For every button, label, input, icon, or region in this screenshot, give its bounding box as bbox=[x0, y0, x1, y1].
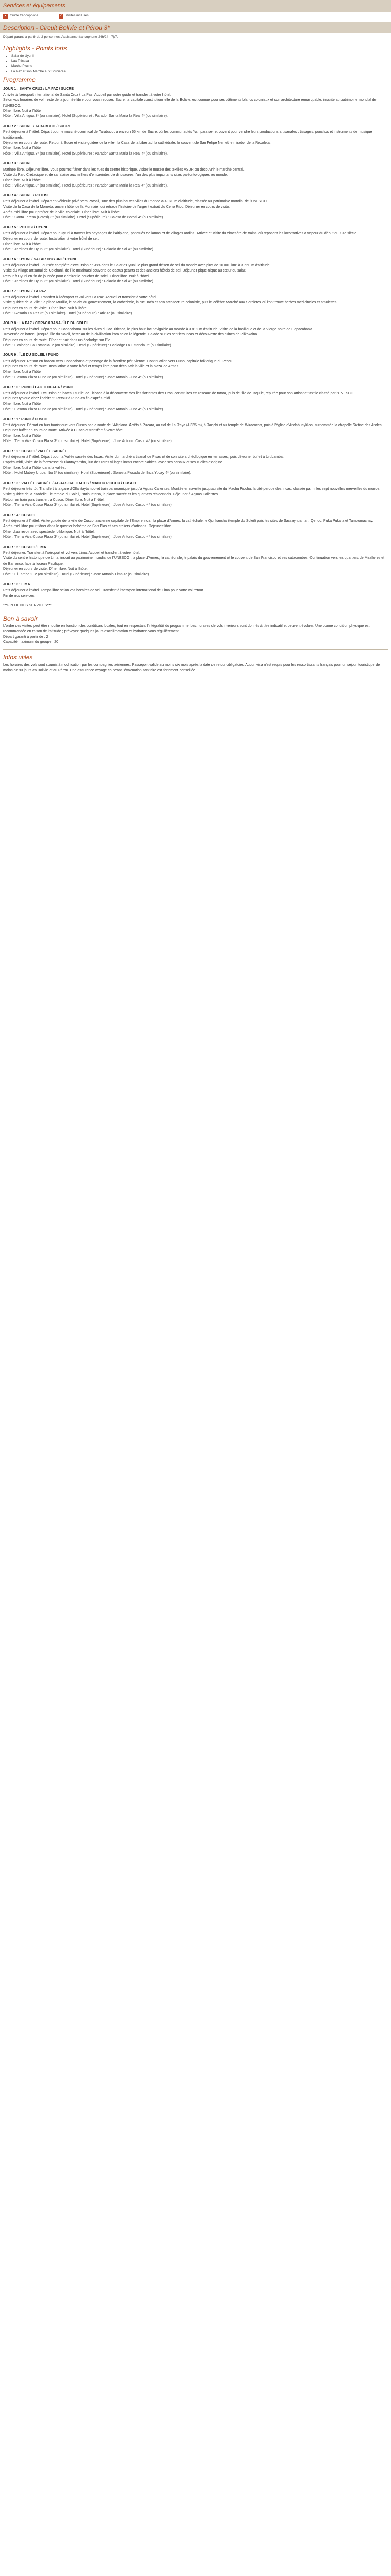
highlight-item: • Lac Titicaca bbox=[11, 59, 388, 64]
day-paragraph: Déjeuner en cours de route. Installation à votre hôtel de sel. bbox=[3, 237, 99, 241]
divider bbox=[3, 649, 388, 650]
day-title: JOUR 15 : CUSCO / LIMA bbox=[3, 545, 46, 549]
day-paragraph: Petit déjeuner à l'hôtel. Départ en véhicule privé vers Potosi, l'une des plus hautes villes du monde à 4 070 m d'altitude, classée au patrimoine mondial de l'UNESCO. bbox=[3, 199, 268, 204]
services-title: Services et équipements bbox=[3, 3, 66, 9]
day-title: JOUR 3 : SUCRE bbox=[3, 162, 32, 166]
program-day bbox=[0, 319, 391, 351]
day-hotel: Hôtel : Ecolodge La Estancia 3* (ou similaire). Hotel (Supérieure) : Ecolodge La Estancia 3* (ou similaire). bbox=[3, 344, 172, 348]
day-hotel: Hôtel : Casona Plaza Puno 3* (ou similaire). Hotel (Supérieure) : Jose Antonio Puno 4* (ou similaire). bbox=[3, 376, 165, 380]
day-title: JOUR 2 : SUCRE / TARABUCO / SUCRE bbox=[3, 124, 71, 128]
day-paragraph: Déjeuner en cours de route. Retour à Sucre et visite guidée de la ville : la Casa de la Libertad, la cathédrale, le couvent de San Felipe Neri et le mirador de la Recoleta. bbox=[3, 141, 271, 145]
day-paragraph: Petit déjeuner. Transfert à l'aéroport et vol vers Lima. Accueil et transfert à votre hôtel. bbox=[3, 551, 140, 555]
program-day bbox=[0, 351, 391, 383]
program-days bbox=[0, 85, 391, 602]
day-paragraph: Dîner libre. Nuit à l'hôtel. bbox=[3, 434, 43, 438]
day-paragraph: Visite du Parc Crétacique et de sa falaise aux milliers d'empreintes de dinosaures, l'un des plus importants sites paléontologiques au monde. bbox=[3, 173, 229, 177]
services-list bbox=[0, 12, 391, 20]
program-title: Programme bbox=[3, 76, 36, 84]
ticket-icon: ✓ bbox=[60, 14, 63, 18]
day-paragraph: Déjeuner buffet en cours de route. Arrivée à Cusco et transfert à votre hôtel. bbox=[3, 429, 125, 433]
program-end: ***FIN DE NOS SERVICES*** bbox=[3, 604, 52, 608]
day-hotel: Hôtel : Villa Antigua 3* (ou similaire). Hotel (Supérieure) : Parador Santa Maria la Real 4* (ou similaire). bbox=[3, 183, 168, 188]
day-hotel: Hôtel : Casona Plaza Puno 3* (ou similaire). Hotel (Supérieure) : Jose Antonio Puno 4* (ou similaire). bbox=[3, 408, 165, 412]
program-day bbox=[0, 192, 391, 224]
day-title: JOUR 14 : CUSCO bbox=[3, 513, 35, 517]
day-paragraph: Dîner libre. Nuit à l'hôtel. bbox=[3, 146, 43, 150]
program-day bbox=[0, 416, 391, 448]
day-paragraph: Petit déjeuner à l'hôtel. Départ pour Uyuni à travers les paysages de l'Altiplano, ponctués de lamas et de villages andins. Arrivée et visite du cimetière de trains, où reposent les locomotives à vapeur du début du XXe siècle. bbox=[3, 231, 358, 235]
day-paragraph: Retour en train puis transfert à Cusco. Dîner libre. Nuit à l'hôtel. bbox=[3, 498, 105, 502]
service-label: Visites incluses bbox=[66, 13, 89, 18]
day-paragraph: L'après-midi, visite de la forteresse d'Ollantaytambo, l'un des rares villages incas encore habités, avec ses canaux et ses ruelles d'origine. bbox=[3, 461, 223, 465]
day-paragraph: Dîner libre. Nuit à l'hôtel. bbox=[3, 402, 43, 406]
day-hotel: Hôtel : Hotel Mabey Urubamba 3* (ou similaire). Hotel (Supérieure) : Sonesta Posada del Inca Yucay 4* (ou similaire). bbox=[3, 471, 191, 476]
highlight-item: • La Paz et son Marché aux Sorcières bbox=[11, 69, 388, 74]
day-paragraph: Déjeuner en cours de visite. Dîner libre. Nuit à l'hôtel. bbox=[3, 567, 89, 571]
day-title: JOUR 8 : LA PAZ / COPACABANA / ÎLE DU SOLEIL bbox=[3, 321, 90, 326]
highlights-list bbox=[0, 54, 391, 74]
day-hotel: Hôtel : Jardines de Uyuni 3* (ou similaire). Hotel (Supérieure) : Palacio de Sal 4* (ou similaire). bbox=[3, 280, 154, 283]
day-paragraph: Déjeuner en cours de route. Dîner et nuit dans un écolodge sur l'île. bbox=[3, 338, 111, 342]
day-paragraph: Visite guidée de la citadelle : le temple du Soleil, l'Intihuatana, la place sacrée et les quartiers résidentiels. Déjeuner à Aguas Calientes. bbox=[3, 493, 219, 497]
day-paragraph: Petit déjeuner. Départ en bus touristique vers Cusco par la route de l'Altiplano. Arrêts à Pucara, au col de La Raya (4 335 m), à Raqchi et au temple de Wiracocha, puis à l'église d'Andahuaylillas, surnommée la chapelle Sixtine des Andes. bbox=[3, 423, 383, 427]
day-paragraph: Visite du village artisanal de Colchani, de l'île Incahuasi couverte de cactus géants et des anciens hôtels de sel. Déjeuner pique-nique au cœur du salar. bbox=[3, 269, 246, 273]
day-title: JOUR 11 : PUNO / CUSCO bbox=[3, 417, 48, 421]
day-hotel: Hôtel : Villa Antigua 3* (ou similaire). Hotel (Supérieure) : Parador Santa Maria la Real 4* (ou similaire). bbox=[3, 151, 168, 156]
day-paragraph: Fin de nos services. bbox=[3, 594, 36, 598]
day-paragraph: Petit déjeuner à l'hôtel. Visite guidée de la ville de Cusco, ancienne capitale de l'Empire inca : la place d'Armes, la cathédrale, le Qorikancha (temple du Soleil) puis les sites de Sacsayhuaman, Qenqo, Puka Pukara et Tambomachay. bbox=[3, 519, 373, 523]
program-day bbox=[0, 123, 391, 160]
capacity-text: Capacité maximum du groupe : 20 bbox=[3, 640, 58, 644]
day-paragraph: Retour à Uyuni en fin de journée pour admirer le coucher de soleil. Dîner libre. Nuit à l'hôtel. bbox=[3, 274, 150, 278]
program-day bbox=[0, 480, 391, 512]
highlights-title: Highlights - Points forts bbox=[3, 45, 67, 53]
day-paragraph: Dîner libre. Nuit à l'hôtel. bbox=[3, 370, 43, 374]
day-paragraph: Petit déjeuner très tôt. Transfert à la gare d'Ollantaytambo et train panoramique jusqu'à Aguas Calientes. Montée en navette jusqu'au site du Machu Picchu, la cité perdue des Incas, classée parmi les sept nouvelles merveilles du monde. bbox=[3, 487, 381, 491]
person-icon: ● bbox=[3, 14, 8, 19]
program-day bbox=[0, 85, 391, 122]
day-paragraph: Arrivée à l'aéroport international de Santa Cruz / La Paz. Accueil par votre guide et transfert à votre hôtel. bbox=[3, 93, 171, 97]
day-paragraph: Dîner libre. Nuit à l'hôtel dans la vallée. bbox=[3, 466, 66, 470]
description-title: Description - Circuit Bolivie et Pérou 3* bbox=[3, 24, 110, 31]
day-hotel: Hôtel : Villa Antigua 3* (ou similaire). Hotel (Supérieure) : Parador Santa Maria la Real 4* (ou similaire). bbox=[3, 114, 168, 118]
program-day bbox=[0, 224, 391, 256]
service-label: Guide francophone bbox=[10, 13, 39, 18]
day-hotel: Hôtel : Jardines de Uyuni 3* (ou similaire). Hotel (Supérieure) : Palacio de Sal 4* (ou similaire). bbox=[3, 247, 154, 251]
day-paragraph: Déjeuner typique chez l'habitant. Retour à Puno en fin d'après-midi. bbox=[3, 397, 111, 401]
day-hotel: Hôtel : Tierra Viva Cusco Plaza 3* (ou similaire). Hotel (Supérieure) : Jose Antonio Cusco 4* (ou similaire). bbox=[3, 535, 173, 539]
guarantee-text: Départ garanti à partir de : 2 bbox=[3, 635, 48, 639]
info-title: Infos utiles bbox=[3, 654, 33, 662]
day-paragraph: Déjeuner en cours de visite. Dîner libre. Nuit à l'hôtel. bbox=[3, 306, 89, 310]
highlight-item: • Salar de Uyuni bbox=[11, 54, 388, 59]
day-title: JOUR 13 : VALLÉE SACRÉE / AGUAS CALIENTES / MACHU PICCHU / CUSCO bbox=[3, 481, 136, 485]
service-guide bbox=[3, 13, 38, 19]
day-paragraph: Petit déjeuner. Retour en bateau vers Copacabana et passage de la frontière péruvienne. Continuation vers Puno, capitale folklorique du Pérou. bbox=[3, 359, 233, 363]
closing-text: L'ordre des visites peut être modifié en fonction des conditions locales, tout en respectant l'intégralité du programme. Les horaires de vols intérieurs sont donnés à titre indicatif et peuvent évoluer. Une bonne condition physique est recommandée en raison de l'altitude ; prévoyez quelques jours d'acclimatation et hydratez-vous régulièrement. bbox=[3, 624, 370, 634]
day-paragraph: Dîner libre. Nuit à l'hôtel. bbox=[3, 178, 43, 182]
day-paragraph: Petit déjeuner à l'hôtel. Excursion en bateau sur le lac Titicaca à la découverte des îles flottantes des Uros, construites en roseaux de totora, puis de l'île de Taquile, réputée pour son artisanat textile classé par l'UNESCO. bbox=[3, 391, 355, 395]
day-hotel: Hôtel : Rosario La Paz 3* (ou similaire). Hotel (Supérieure) : Atix 4* (ou similaire). bbox=[3, 312, 133, 316]
day-title: JOUR 10 : PUNO / LAC TITICACA / PUNO bbox=[3, 385, 74, 389]
day-title: JOUR 6 : UYUNI / SALAR D'UYUNI / UYUNI bbox=[3, 258, 76, 262]
program-day bbox=[0, 581, 391, 602]
day-paragraph: Après-midi libre pour flâner dans le quartier bohème de San Blas et ses ateliers d'artisans. Déjeuner libre. bbox=[3, 524, 172, 529]
day-paragraph: Petit déjeuner à l'hôtel. Transfert à l'aéroport et vol vers La Paz. Accueil et transfert à votre hôtel. bbox=[3, 295, 157, 299]
day-paragraph: Déjeuner en cours de route. Installation à votre hôtel et temps libre pour découvrir la ville et la plaza de Armas. bbox=[3, 365, 180, 369]
program-day bbox=[0, 544, 391, 581]
program-day bbox=[0, 384, 391, 416]
day-paragraph: Traversée en bateau jusqu'à l'Île du Soleil, berceau de la civilisation inca selon la légende. Balade sur les sentiers incas et découverte des ruines de Pilkokaina. bbox=[3, 333, 258, 337]
day-paragraph: Selon vos horaires de vol, reste de la journée libre pour vous reposer. Sucre, la capitale constitutionnelle de la Bolivie, est connue pour ses bâtiments blancs coloniaux et son architecture remarquable, inscrite au patrimoine mondial de l'UNESCO. bbox=[3, 98, 377, 108]
services-header bbox=[0, 0, 391, 12]
day-title: JOUR 7 : UYUNI / LA PAZ bbox=[3, 290, 46, 294]
description-header bbox=[0, 22, 391, 33]
program-day bbox=[0, 448, 391, 480]
closing-title: Bon à savoir bbox=[3, 615, 38, 622]
day-hotel: Hôtel : El Tambo 2 3* (ou similaire). Hotel (Supérieure) : Jose Antonio Lima 4* (ou similaire). bbox=[3, 572, 150, 577]
day-paragraph: Dîner libre. Nuit à l'hôtel. bbox=[3, 109, 43, 113]
day-paragraph: Visite guidée de la ville : la place Murillo, le palais du gouvernement, la cathédrale, la rue Jaén et son architecture coloniale, puis le célèbre Marché aux Sorcières où l'on trouve herbes médicinales et amulettes. bbox=[3, 301, 338, 305]
day-paragraph: Dîner libre. Nuit à l'hôtel. bbox=[3, 242, 43, 246]
program-day bbox=[0, 256, 391, 287]
day-paragraph: Dîner d'au revoir avec spectacle folklorique. Nuit à l'hôtel. bbox=[3, 530, 95, 534]
day-title: JOUR 9 : ÎLE DU SOLEIL / PUNO bbox=[3, 353, 59, 358]
day-hotel: Hôtel : Tierra Viva Cusco Plaza 3* (ou similaire). Hotel (Supérieure) : Jose Antonio Cusco 4* (ou similaire). bbox=[3, 503, 173, 507]
day-title: JOUR 12 : CUSCO / VALLÉE SACRÉE bbox=[3, 449, 68, 453]
day-paragraph: Matinée libre. Déjeuner libre. Vous pourrez flâner dans les rues du centre historique, visiter le musée des textiles ASUR ou découvrir le marché central. bbox=[3, 167, 245, 172]
day-paragraph: Petit déjeuner à l'hôtel. Journée complète d'excursion en 4x4 dans le Salar d'Uyuni, le plus grand désert de sel du monde avec plus de 10 000 km² à 3 650 m d'altitude. bbox=[3, 263, 271, 267]
day-paragraph: Petit déjeuner à l'hôtel. Départ pour Copacabana sur les rives du lac Titicaca, le plus haut lac navigable au monde à 3 812 m d'altitude. Visite de la basilique et de la Vierge noire de Copacabana. bbox=[3, 327, 313, 331]
program-day bbox=[0, 287, 391, 319]
day-paragraph: Petit déjeuner à l'hôtel. Départ pour la Vallée sacrée des Incas. Visite du marché artisanal de Pisac et de son site archéologique en terrasses, puis déjeuner buffet à Urubamba. bbox=[3, 455, 284, 459]
program-day bbox=[0, 160, 391, 192]
highlight-item: • Machu Picchu bbox=[11, 64, 388, 69]
day-paragraph: Visite du centre historique de Lima, inscrit au patrimoine mondial de l'UNESCO : la place d'Armes, la cathédrale, le palais du gouvernement et le couvent de San Francisco et ses catacombes. Continuation vers les quartiers de Miraflores et de Barranco, face à l'océan Pacifique. bbox=[3, 556, 385, 566]
day-paragraph: Visite de la Casa de la Moneda, ancien hôtel de la Monnaie, qui retrace l'histoire de l'argent extrait du Cerro Rico. Déjeuner en cours de visite. bbox=[3, 205, 230, 209]
info-text: Les horaires des vols sont soumis à modification par les compagnies aériennes. Passeport valide au moins six mois après la date de retour obligatoire. Aucun visa n'est requis pour les ressortissants français pour un séjour touristique de moins de 90 jours en Bolivie et au Pérou. Une assurance voyage couvrant l'évacuation sanitaire est fortement conseillée. bbox=[3, 663, 380, 672]
program-day bbox=[0, 512, 391, 544]
page bbox=[0, 0, 391, 675]
day-title: JOUR 16 : LIMA bbox=[3, 583, 30, 587]
day-hotel: Hôtel : Santa Teresa (Potosi) 3* (ou similaire). Hotel (Supérieure) : Coloso de Potosi 4* (ou similaire). bbox=[3, 215, 165, 219]
day-hotel: Hôtel : Tierra Viva Cusco Plaza 3* (ou similaire). Hotel (Supérieure) : Jose Antonio Cusco 4* (ou similaire). bbox=[3, 439, 173, 444]
description-intro: Départ garanti à partir de 2 personnes. Assistance francophone 24h/24 - 7j/7. bbox=[3, 35, 118, 39]
day-title: JOUR 5 : POTOSI / UYUNI bbox=[3, 226, 47, 230]
day-paragraph: Après-midi libre pour profiter de la ville coloniale. Dîner libre. Nuit à l'hôtel. bbox=[3, 210, 122, 214]
service-visits bbox=[59, 13, 88, 19]
day-title: JOUR 4 : SUCRE / POTOSI bbox=[3, 194, 49, 198]
day-paragraph: Petit déjeuner à l'hôtel. Départ pour le marché dominical de Tarabuco, à environ 65 km de Sucre, où les communautés Yampara se retrouvent pour vendre leurs productions artisanales : tissages, ponchos et instruments de musique traditionnels. bbox=[3, 130, 372, 140]
day-paragraph: Petit déjeuner à l'hôtel. Temps libre selon vos horaires de vol. Transfert à l'aéroport international de Lima pour votre vol retour. bbox=[3, 588, 204, 592]
day-title: JOUR 1 : SANTA CRUZ / LA PAZ / SUCRE bbox=[3, 87, 74, 91]
